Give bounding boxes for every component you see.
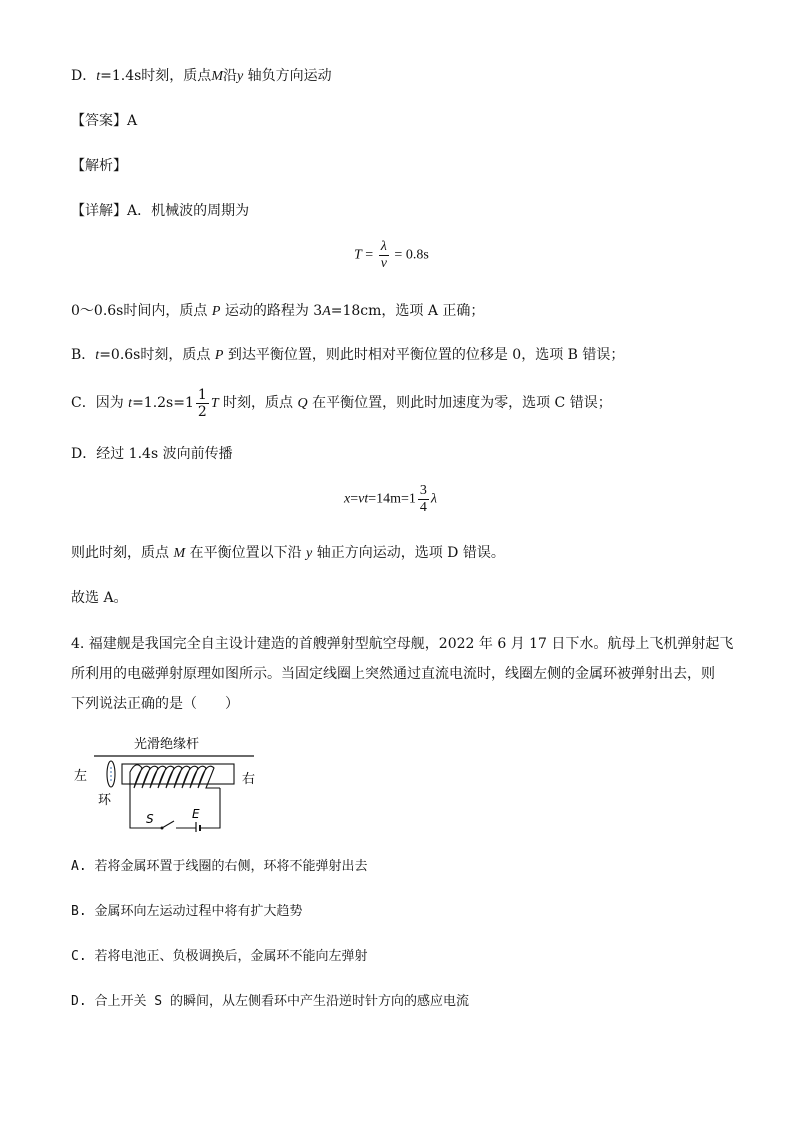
text: C．因为 [71, 395, 129, 411]
fraction [379, 240, 389, 271]
var-t: t [128, 396, 133, 411]
text: 轴负方向运动 [243, 68, 332, 84]
switch-pivot [161, 827, 164, 830]
option-a[interactable]: A. 若将金属环置于线圈的右侧，环将不能弹射出去 [71, 859, 368, 874]
circuit-right-wire [200, 788, 220, 828]
text: = [350, 491, 359, 507]
detail-label: 【详解】 [71, 203, 127, 219]
var-y: y [236, 69, 244, 84]
var-x: x [344, 491, 351, 507]
text: 时刻，质点 [218, 395, 298, 411]
option-prefix: D． [71, 68, 97, 84]
choose-line: 故选 A。 [71, 590, 128, 606]
denominator: v [380, 256, 387, 271]
line-option-b [71, 345, 624, 366]
electromagnetic-launch-diagram [70, 732, 260, 832]
question4-line3: 下列说法正确的是（ ） [71, 696, 239, 712]
text: 轴正方向运动，选项 D 错误。 [312, 545, 505, 561]
numerator: 1 [197, 386, 207, 403]
var-y: y [306, 546, 313, 561]
answer-value: A [127, 113, 138, 129]
text: 则此时刻，质点 [71, 545, 174, 561]
answer-label: 【答案】 [71, 113, 127, 129]
var-P: P [214, 348, 224, 363]
var-t: t [364, 491, 369, 507]
line-option-a [71, 301, 484, 322]
var-M: M [211, 69, 223, 84]
var-v: v [358, 491, 365, 507]
switch-blade [162, 821, 174, 828]
text: =18cm，选项 A 正确； [330, 303, 485, 319]
option-c[interactable]: C. 若将电池正、负极调换后，金属环不能向左弹射 [71, 949, 368, 964]
var-M: M [173, 546, 186, 561]
option-d[interactable]: D. 合上开关 S 的瞬间，从左侧看环中产生沿逆时针方向的感应电流 [71, 994, 469, 1009]
rod-label: 光滑绝缘杆 [134, 737, 200, 752]
denominator: 4 [419, 500, 427, 515]
text: A．机械波的周期为 [127, 203, 250, 219]
text: 在平衡位置以下沿 [185, 545, 307, 561]
question4-line1: 4. 福建舰是我国完全自主设计建造的首艘弹射型航空母舰，2022 年 6 月 17 日下水。航母上飞机弹射起飞 [71, 636, 734, 652]
text: =14m=1 [368, 491, 416, 507]
prev-option-d [71, 66, 332, 87]
detail-line [71, 201, 249, 221]
metal-ring [107, 761, 115, 787]
var-Q: Q [297, 396, 308, 411]
right-label: 右 [242, 772, 256, 787]
text: 运动的路程为 3 [220, 303, 323, 319]
text: 到达平衡位置，则此时相对平衡位置的位移是 0，选项 B 错误； [223, 347, 625, 363]
question4-line2: 所利用的电磁弹射原理如图所示。当固定线圈上突然通过直流电流时，线圈左侧的金属环被弹射出去，则 [71, 666, 715, 682]
text: B． [71, 347, 96, 363]
option-b[interactable]: B. 金属环向左运动过程中将有扩大趋势 [71, 904, 303, 919]
battery-label: E [192, 807, 200, 821]
equation-distance [344, 484, 437, 515]
var-A: A [322, 304, 331, 319]
text: 在平衡位置，则此时加速度为零，选项 C 错误； [307, 395, 612, 411]
fraction [196, 388, 209, 419]
var-T: T [210, 396, 219, 411]
ring-label: 环 [98, 793, 112, 808]
var-P: P [211, 304, 221, 319]
denominator: 2 [197, 403, 207, 420]
switch-label: S [146, 812, 154, 826]
line-option-c [71, 386, 612, 421]
text: =0.6s时刻，质点 [99, 347, 215, 363]
text: 0～0.6s时间内，质点 [71, 303, 212, 319]
numerator: λ [379, 240, 389, 256]
line-option-d-conclusion [71, 543, 505, 564]
text: =1.2s=1 [132, 395, 194, 411]
var-t: t [96, 69, 101, 84]
left-label: 左 [74, 769, 88, 784]
text: 沿 [222, 68, 237, 84]
numerator: 3 [419, 483, 427, 498]
text: = [361, 247, 377, 263]
var-lambda: λ [430, 491, 437, 507]
text: =1.4s时刻，质点 [100, 68, 212, 84]
answer-line [71, 111, 137, 131]
var-T: T [354, 247, 362, 263]
text: = 0.8s [390, 247, 429, 263]
line-option-d: D．经过 1.4s 波向前传播 [71, 446, 233, 462]
equation-period [354, 240, 429, 271]
var-t: t [95, 348, 100, 363]
analysis-label: 【解析】 [71, 158, 127, 174]
fraction [418, 484, 429, 515]
